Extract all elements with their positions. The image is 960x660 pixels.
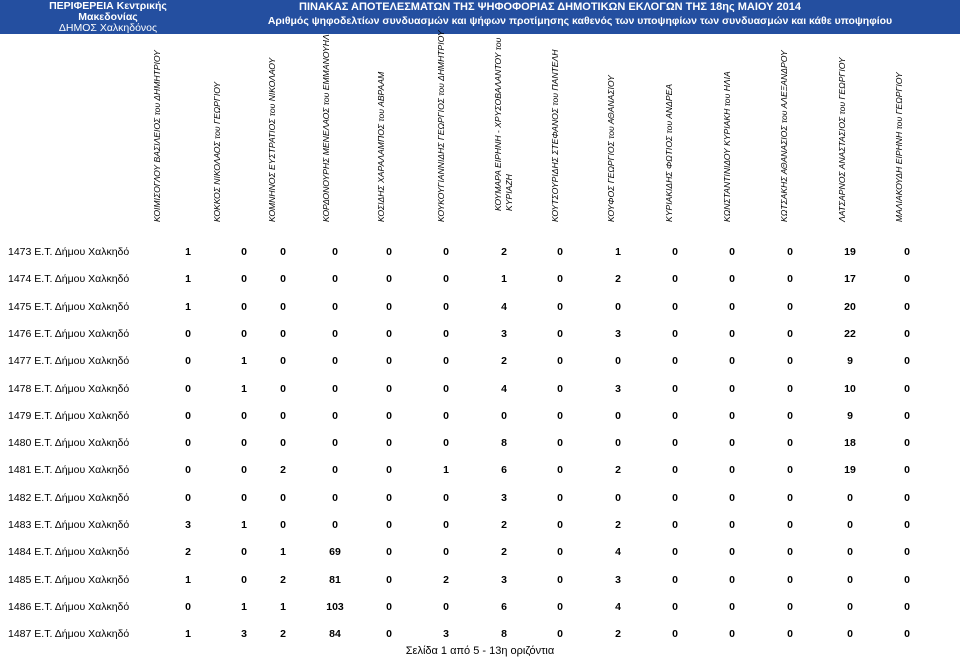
table-cell: 0 xyxy=(904,464,910,477)
table-cell: 84 xyxy=(329,628,341,641)
table-cell: 0 xyxy=(729,382,735,395)
table-cell: 2 xyxy=(615,464,621,477)
table-cell: 0 xyxy=(386,491,392,504)
table-cell: 1 xyxy=(501,273,507,286)
table-cell: 0 xyxy=(557,437,563,450)
table-cell: 0 xyxy=(241,573,247,586)
table-cell: 0 xyxy=(443,491,449,504)
table-cell: 0 xyxy=(787,573,793,586)
table-row xyxy=(0,432,960,456)
table-cell: 0 xyxy=(672,273,678,286)
table-cell: 1 xyxy=(185,628,191,641)
table-cell: 0 xyxy=(557,546,563,559)
column-header xyxy=(888,38,930,233)
column-header xyxy=(600,38,642,233)
table-cell: 2 xyxy=(501,355,507,368)
column-header-label: ΛΑΤΣΑΡΝΟΣ ΑΝΑΣΤΑΣΙΟΣ του ΓΕΩΡΓΙΟΥ xyxy=(837,57,847,222)
table-cell: 0 xyxy=(557,300,563,313)
table-cell: 0 xyxy=(672,382,678,395)
table-cell: 0 xyxy=(185,382,191,395)
table-cell: 0 xyxy=(615,491,621,504)
table-cell: 0 xyxy=(280,491,286,504)
row-label: 1477 Ε.Τ. Δήμου Χαλκηδό xyxy=(8,355,130,368)
table-cell: 1 xyxy=(185,573,191,586)
table-row xyxy=(0,569,960,593)
table-cell: 0 xyxy=(904,491,910,504)
table-cell: 0 xyxy=(904,355,910,368)
table-cell: 0 xyxy=(672,327,678,340)
table-cell: 0 xyxy=(443,600,449,613)
municipality-name: ΔΗΜΟΣ Χαλκηδόνος xyxy=(58,22,158,34)
page-footer: Σελίδα 1 από 5 - 13η οριζόντια xyxy=(405,645,555,657)
table-cell: 0 xyxy=(386,300,392,313)
column-header-label: ΚΟΥΚΟΥΓΙΑΝΝΙΔΗΣ ΓΕΩΡΓΙΟΣ του ΔΗΜΗΤΡΙΟΥ xyxy=(436,30,446,222)
table-cell: 0 xyxy=(672,491,678,504)
table-row xyxy=(0,541,960,565)
table-row xyxy=(0,487,960,511)
table-cell: 0 xyxy=(332,464,338,477)
table-cell: 0 xyxy=(557,382,563,395)
table-cell: 0 xyxy=(332,519,338,531)
table-cell: 0 xyxy=(904,246,910,258)
table-cell: 0 xyxy=(787,628,793,641)
table-cell: 0 xyxy=(386,600,392,613)
row-label: 1478 Ε.Τ. Δήμου Χαλκηδό xyxy=(8,382,130,395)
table-row xyxy=(0,514,960,538)
column-header xyxy=(716,38,758,233)
table-cell: 8 xyxy=(501,437,507,450)
table-cell: 0 xyxy=(787,464,793,477)
table-cell: 0 xyxy=(672,628,678,641)
row-label: 1474 Ε.Τ. Δήμου Χαλκηδό xyxy=(8,273,130,286)
table-cell: 0 xyxy=(904,300,910,313)
table-cell: 0 xyxy=(787,382,793,395)
table-cell: 0 xyxy=(280,519,286,531)
column-header xyxy=(146,38,188,233)
table-cell: 3 xyxy=(501,573,507,586)
table-cell: 0 xyxy=(729,355,735,368)
table-cell: 2 xyxy=(615,628,621,641)
table-cell: 1 xyxy=(185,273,191,286)
row-label: 1480 Ε.Τ. Δήμου Χαλκηδό xyxy=(8,437,130,450)
table-cell: 0 xyxy=(280,246,286,258)
table-cell: 0 xyxy=(787,600,793,613)
column-header-label: ΚΟΜΝΗΝΟΣ ΕΥΣΤΡΑΤΙΟΣ του ΝΙΚΟΛΑΟΥ xyxy=(267,57,277,222)
table-cell: 3 xyxy=(615,382,621,395)
table-cell: 0 xyxy=(386,546,392,559)
table-cell: 0 xyxy=(672,437,678,450)
table-cell: 0 xyxy=(443,546,449,559)
table-cell: 0 xyxy=(185,327,191,340)
table-cell: 0 xyxy=(443,382,449,395)
table-cell: 0 xyxy=(729,546,735,559)
column-header-label: ΚΥΡΙΑΚΙΔΗΣ ΦΩΤΙΟΣ του ΑΝΔΡΕΑ xyxy=(664,83,674,222)
table-cell: 0 xyxy=(787,491,793,504)
column-header-label: ΚΟΥΤΣΟΥΡΙΔΗΣ ΣΤΕΦΑΝΟΣ του ΠΑΝΤΕΛΗ xyxy=(550,49,560,222)
table-cell: 0 xyxy=(443,409,449,422)
table-row xyxy=(0,350,960,374)
table-cell: 0 xyxy=(386,519,392,531)
table-row xyxy=(0,459,960,483)
table-cell: 4 xyxy=(615,600,621,613)
column-header-label: ΚΟΙΜΙΣΟΓΛΟΥ ΒΑΣΙΛΕΙΟΣ του ΔΗΜΗΤΡΙΟΥ xyxy=(152,50,162,222)
table-cell: 0 xyxy=(672,409,678,422)
table-cell: 81 xyxy=(329,573,341,586)
row-label: 1481 Ε.Τ. Δήμου Χαλκηδό xyxy=(8,464,130,477)
table-cell: 0 xyxy=(729,519,735,531)
table-cell: 0 xyxy=(729,573,735,586)
table-cell: 2 xyxy=(501,546,507,559)
table-cell: 0 xyxy=(672,600,678,613)
table-cell: 3 xyxy=(615,573,621,586)
table-cell: 1 xyxy=(185,246,191,258)
table-cell: 0 xyxy=(185,491,191,504)
court-name: ΠΡΩΤΟΔΙΚΕΙΟ ΘΕΣΣΑΛΟΝΙΚΗΣ xyxy=(28,33,188,45)
table-row xyxy=(0,596,960,620)
table-cell: 0 xyxy=(787,546,793,559)
table-cell: 0 xyxy=(557,327,563,340)
table-cell: 0 xyxy=(443,300,449,313)
table-cell: 3 xyxy=(501,491,507,504)
table-cell: 0 xyxy=(280,300,286,313)
table-cell: 0 xyxy=(557,600,563,613)
table-cell: 0 xyxy=(847,573,853,586)
table-cell: 0 xyxy=(241,300,247,313)
table-cell: 0 xyxy=(241,437,247,450)
table-cell: 19 xyxy=(844,464,856,477)
table-cell: 0 xyxy=(557,519,563,531)
table-cell: 0 xyxy=(332,437,338,450)
table-cell: 0 xyxy=(787,327,793,340)
table-cell: 0 xyxy=(557,628,563,641)
table-cell: 0 xyxy=(672,519,678,531)
table-cell: 3 xyxy=(443,628,449,641)
row-label: 1479 Ε.Τ. Δήμου Χαλκηδό xyxy=(8,409,130,422)
table-cell: 0 xyxy=(280,355,286,368)
table-cell: 0 xyxy=(241,273,247,286)
table-cell: 0 xyxy=(787,519,793,531)
column-header xyxy=(206,38,248,233)
table-cell: 2 xyxy=(501,246,507,258)
table-cell: 2 xyxy=(185,546,191,559)
table-cell: 0 xyxy=(332,491,338,504)
table-cell: 0 xyxy=(672,355,678,368)
table-cell: 0 xyxy=(787,273,793,286)
table-cell: 19 xyxy=(844,246,856,258)
table-cell: 0 xyxy=(904,600,910,613)
table-cell: 0 xyxy=(787,246,793,258)
column-header-label: ΚΟΣΙΔΗΣ ΧΑΡΑΛΑΜΠΟΣ του ΑΒΡΑΑΜ xyxy=(376,71,386,222)
table-cell: 0 xyxy=(185,600,191,613)
table-cell: 0 xyxy=(241,464,247,477)
table-cell: 0 xyxy=(386,573,392,586)
table-cell: 4 xyxy=(501,300,507,313)
column-header xyxy=(370,38,412,233)
table-row xyxy=(0,323,960,347)
table-cell: 2 xyxy=(615,519,621,531)
column-header-label: ΚΟΥΜΑΡΑ ΕΙΡΗΝΗ - ΧΡΥΣΟΒΑΛΑΝΤΟΥ του ΚΥΡΙΑΖΗ xyxy=(493,37,514,211)
table-cell: 0 xyxy=(332,300,338,313)
row-label: 1487 Ε.Τ. Δήμου Χαλκηδό xyxy=(8,628,130,641)
table-cell: 0 xyxy=(729,300,735,313)
table-cell: 1 xyxy=(280,600,286,613)
table-cell: 0 xyxy=(787,355,793,368)
table-cell: 0 xyxy=(443,437,449,450)
page-subtitle: Αριθμός ψηφοδελτίων συνδυασμών και ψήφων προτίμησης καθενός των υποψηφίων των συνδυασμών και κάθε υποψηφίου xyxy=(267,15,893,27)
table-cell: 69 xyxy=(329,546,341,559)
table-cell: 2 xyxy=(280,573,286,586)
table-cell: 0 xyxy=(787,437,793,450)
row-label: 1483 Ε.Τ. Δήμου Χαλκηδό xyxy=(8,519,130,531)
table-cell: 0 xyxy=(443,246,449,258)
table-cell: 0 xyxy=(332,327,338,340)
table-cell: 0 xyxy=(847,519,853,531)
table-cell: 0 xyxy=(847,546,853,559)
table-cell: 4 xyxy=(501,382,507,395)
table-cell: 0 xyxy=(904,273,910,286)
table-cell: 2 xyxy=(280,464,286,477)
table-cell: 0 xyxy=(729,491,735,504)
table-cell: 0 xyxy=(386,382,392,395)
table-cell: 0 xyxy=(332,382,338,395)
column-header-label: ΚΟΚΚΟΣ ΝΙΚΟΛΑΟΣ του ΓΕΩΡΓΙΟΥ xyxy=(212,81,222,222)
table-cell: 0 xyxy=(280,382,286,395)
table-cell: 0 xyxy=(847,628,853,641)
table-cell: 0 xyxy=(672,464,678,477)
table-cell: 0 xyxy=(615,437,621,450)
table-cell: 0 xyxy=(241,409,247,422)
table-cell: 103 xyxy=(326,600,344,613)
table-cell: 0 xyxy=(672,300,678,313)
table-cell: 0 xyxy=(386,355,392,368)
row-label: 1482 Ε.Τ. Δήμου Χαλκηδό xyxy=(8,491,130,504)
row-label: 1486 Ε.Τ. Δήμου Χαλκηδό xyxy=(8,600,130,613)
column-header-label: ΚΩΤΣΑΚΗΣ ΑΘΑΝΑΣΙΟΣ του ΑΛΕΞΑΝΔΡΟΥ xyxy=(779,50,789,222)
table-cell: 0 xyxy=(729,409,735,422)
table-cell: 2 xyxy=(280,628,286,641)
table-cell: 0 xyxy=(557,491,563,504)
table-cell: 1 xyxy=(241,600,247,613)
table-cell: 0 xyxy=(729,437,735,450)
table-cell: 0 xyxy=(904,382,910,395)
table-cell: 0 xyxy=(847,600,853,613)
table-cell: 8 xyxy=(501,628,507,641)
table-cell: 0 xyxy=(615,355,621,368)
row-label: 1473 Ε.Τ. Δήμου Χαλκηδό xyxy=(8,246,130,258)
table-cell: 0 xyxy=(557,355,563,368)
table-cell: 0 xyxy=(501,409,507,422)
table-cell: 0 xyxy=(185,437,191,450)
table-cell: 0 xyxy=(386,628,392,641)
column-header xyxy=(773,38,815,233)
table-row xyxy=(0,296,960,320)
table-cell: 22 xyxy=(844,327,856,340)
table-cell: 0 xyxy=(557,573,563,586)
table-cell: 0 xyxy=(386,246,392,258)
column-header-label: ΜΑΛΙΑΚΟΥΔΗ ΕΙΡΗΝΗ του ΓΕΩΡΓΙΟΥ xyxy=(894,72,904,222)
row-label: 1485 Ε.Τ. Δήμου Χαλκηδό xyxy=(8,573,130,586)
table-cell: 0 xyxy=(185,464,191,477)
column-header xyxy=(544,38,586,233)
table-cell: 0 xyxy=(241,246,247,258)
table-cell: 0 xyxy=(557,464,563,477)
table-cell: 1 xyxy=(241,519,247,531)
table-cell: 0 xyxy=(729,464,735,477)
table-cell: 2 xyxy=(615,273,621,286)
table-cell: 0 xyxy=(280,437,286,450)
table-cell: 0 xyxy=(386,327,392,340)
table-cell: 0 xyxy=(904,327,910,340)
table-cell: 0 xyxy=(729,246,735,258)
table-cell: 0 xyxy=(672,546,678,559)
column-header xyxy=(430,30,472,233)
table-cell: 0 xyxy=(443,355,449,368)
table-cell: 0 xyxy=(241,546,247,559)
table-row xyxy=(0,378,960,402)
table-cell: 3 xyxy=(241,628,247,641)
table-cell: 0 xyxy=(904,437,910,450)
column-header-label: ΚΟΥΦΟΣ ΓΕΩΡΓΙΟΣ του ΑΘΑΝΑΣΙΟΥ xyxy=(606,75,616,222)
table-row xyxy=(0,268,960,292)
table-cell: 3 xyxy=(501,327,507,340)
table-cell: 1 xyxy=(241,355,247,368)
table-cell: 0 xyxy=(557,246,563,258)
table-cell: 6 xyxy=(501,600,507,613)
table-cell: 0 xyxy=(787,409,793,422)
table-cell: 0 xyxy=(557,409,563,422)
table-cell: 1 xyxy=(443,464,449,477)
column-header xyxy=(831,38,873,233)
column-header xyxy=(658,38,700,233)
table-cell: 9 xyxy=(847,355,853,368)
table-cell: 0 xyxy=(280,273,286,286)
table-cell: 0 xyxy=(386,273,392,286)
table-cell: 0 xyxy=(615,409,621,422)
page-header xyxy=(0,0,960,45)
table-cell: 0 xyxy=(847,491,853,504)
table-cell: 0 xyxy=(904,628,910,641)
table-cell: 10 xyxy=(844,382,856,395)
table-cell: 0 xyxy=(241,327,247,340)
table-cell: 3 xyxy=(615,327,621,340)
table-cell: 0 xyxy=(280,327,286,340)
table-cell: 4 xyxy=(615,546,621,559)
table-cell: 0 xyxy=(443,273,449,286)
table-cell: 6 xyxy=(501,464,507,477)
table-cell: 1 xyxy=(185,300,191,313)
table-cell: 0 xyxy=(672,246,678,258)
table-cell: 0 xyxy=(185,409,191,422)
table-cell: 2 xyxy=(443,573,449,586)
table-cell: 20 xyxy=(844,300,856,313)
table-cell: 0 xyxy=(332,246,338,258)
table-row xyxy=(0,241,960,265)
table-cell: 0 xyxy=(729,628,735,641)
table-cell: 18 xyxy=(844,437,856,450)
table-cell: 0 xyxy=(557,273,563,286)
column-header xyxy=(487,38,529,233)
table-cell: 0 xyxy=(443,519,449,531)
table-cell: 0 xyxy=(185,355,191,368)
region-name: ΠΕΡΙΦΕΡΕΙΑ Κεντρικής Μακεδονίας xyxy=(49,0,167,23)
table-cell: 0 xyxy=(443,327,449,340)
table-cell: 0 xyxy=(904,573,910,586)
table-cell: 0 xyxy=(332,409,338,422)
table-row xyxy=(0,405,960,429)
table-cell: 0 xyxy=(386,437,392,450)
table-cell: 9 xyxy=(847,409,853,422)
table-cell: 0 xyxy=(787,300,793,313)
table-cell: 1 xyxy=(241,382,247,395)
table-cell: 0 xyxy=(729,600,735,613)
column-header-label: ΚΩΝΣΤΑΝΤΙΝΙΔΟΥ ΚΥΡΙΑΚΗ του ΗΛΙΑ xyxy=(722,71,732,222)
table-cell: 0 xyxy=(904,409,910,422)
page-title: ΠΙΝΑΚΑΣ ΑΠΟΤΕΛΕΣΜΑΤΩΝ ΤΗΣ ΨΗΦΟΦΟΡΙΑΣ ΔΗΜΟΤΙΚΩΝ ΕΚΛΟΓΩΝ ΤΗΣ 18ης ΜΑΙΟΥ 2014 xyxy=(299,1,801,13)
table-cell: 0 xyxy=(241,491,247,504)
table-cell: 0 xyxy=(672,573,678,586)
column-header xyxy=(261,38,303,233)
table-cell: 0 xyxy=(332,355,338,368)
table-cell: 0 xyxy=(615,300,621,313)
column-header xyxy=(315,34,357,233)
row-label: 1476 Ε.Τ. Δήμου Χαλκηδό xyxy=(8,327,130,340)
table-cell: 3 xyxy=(185,519,191,531)
table-cell: 0 xyxy=(386,464,392,477)
table-cell: 1 xyxy=(280,546,286,559)
row-label: 1475 Ε.Τ. Δήμου Χαλκηδό xyxy=(8,300,130,313)
table-cell: 0 xyxy=(729,273,735,286)
table-cell: 17 xyxy=(844,273,856,286)
table-row xyxy=(0,623,960,647)
table-cell: 1 xyxy=(615,246,621,258)
table-cell: 0 xyxy=(904,519,910,531)
table-cell: 0 xyxy=(332,273,338,286)
row-label: 1484 Ε.Τ. Δήμου Χαλκηδό xyxy=(8,546,130,559)
column-header-label: ΚΟΡΔΟΝΟΥΡΗΣ ΜΕΝΕΛΑΟΣ του ΕΜΜΑΝΟΥΗΛ xyxy=(321,34,331,222)
table-cell: 0 xyxy=(280,409,286,422)
table-cell: 2 xyxy=(501,519,507,531)
table-cell: 0 xyxy=(904,546,910,559)
table-cell: 0 xyxy=(386,409,392,422)
table-cell: 0 xyxy=(729,327,735,340)
